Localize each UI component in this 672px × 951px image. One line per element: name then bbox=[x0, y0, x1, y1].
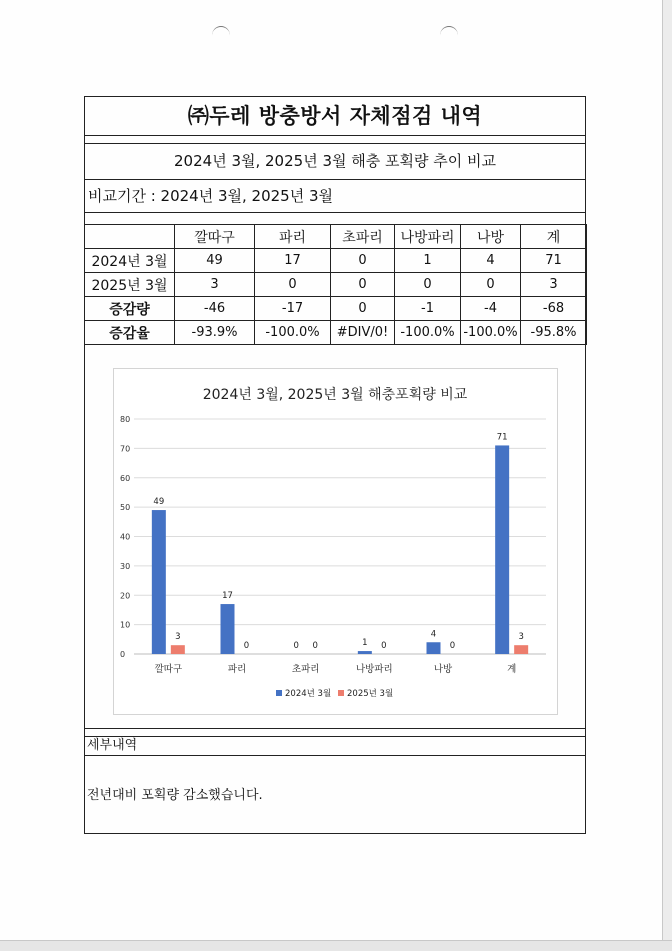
x-tick-label: 초파리 bbox=[291, 664, 320, 675]
details-label: 세부내역 bbox=[87, 738, 138, 753]
table-cell: -68 bbox=[521, 297, 587, 321]
table-row bbox=[85, 321, 587, 345]
table-cell: 3 bbox=[175, 273, 255, 297]
row-label: 증감율 bbox=[85, 321, 175, 345]
table-cell: 17 bbox=[255, 249, 331, 273]
bar-chart bbox=[114, 369, 557, 714]
data-label: 4 bbox=[430, 629, 437, 640]
data-label: 49 bbox=[153, 497, 165, 508]
y-tick-label: 80 bbox=[120, 415, 131, 424]
punch-hole-right bbox=[440, 26, 458, 45]
bar bbox=[514, 645, 528, 654]
data-label: 0 bbox=[381, 641, 387, 651]
data-label: 3 bbox=[518, 632, 524, 643]
bar bbox=[152, 510, 166, 654]
data-label: 17 bbox=[222, 591, 233, 602]
table-cell: #DIV/0! bbox=[331, 321, 395, 345]
x-tick-label: 계 bbox=[507, 664, 517, 675]
divider bbox=[84, 728, 586, 729]
table-cell: 0 bbox=[331, 297, 395, 321]
table-cell: 71 bbox=[521, 249, 587, 273]
legend-label: 2024년 3월 bbox=[285, 689, 332, 699]
table-cell: 0 bbox=[331, 273, 395, 297]
table-cell: -100.0% bbox=[255, 321, 331, 345]
y-tick-label: 30 bbox=[120, 561, 131, 571]
table-cell: -100.0% bbox=[395, 321, 461, 345]
table-cell: 0 bbox=[461, 273, 521, 297]
chart-title: 2024년 3월, 2025년 3월 해충포획량 비교 bbox=[202, 387, 468, 403]
table-cell: -17 bbox=[255, 297, 331, 321]
table-row bbox=[85, 273, 587, 297]
table-cell: 3 bbox=[521, 273, 587, 297]
column-header: 파리 bbox=[255, 225, 331, 249]
data-label: 0 bbox=[312, 641, 318, 651]
column-header: 계 bbox=[521, 225, 587, 249]
legend-swatch bbox=[276, 690, 282, 696]
table-cell: 0 bbox=[395, 273, 461, 297]
bar bbox=[495, 445, 509, 654]
table-cell: -100.0% bbox=[461, 321, 521, 345]
chart-container bbox=[113, 368, 558, 715]
data-label: 0 bbox=[243, 641, 250, 651]
row-label: 2024년 3월 bbox=[85, 249, 175, 273]
y-tick-label: 50 bbox=[120, 503, 131, 513]
row-label: 증감량 bbox=[85, 297, 175, 321]
table-header-row bbox=[85, 225, 587, 249]
table-cell: 0 bbox=[255, 273, 331, 297]
y-tick-label: 60 bbox=[120, 473, 131, 483]
bar bbox=[221, 604, 235, 654]
x-tick-label: 깔따구 bbox=[154, 664, 183, 675]
legend-label: 2025년 3월 bbox=[347, 689, 394, 699]
page-edge-bottom bbox=[0, 940, 672, 951]
divider bbox=[84, 736, 586, 737]
data-label: 71 bbox=[496, 432, 508, 443]
bar bbox=[358, 651, 372, 654]
details-text: 전년대비 포획량 감소했습니다. bbox=[87, 788, 263, 803]
y-tick-label: 10 bbox=[120, 620, 131, 630]
y-tick-label: 20 bbox=[120, 591, 131, 601]
page-edge-right bbox=[662, 0, 672, 950]
y-tick-label: 0 bbox=[120, 650, 126, 659]
bar bbox=[427, 642, 441, 654]
table-cell: 4 bbox=[461, 249, 521, 273]
data-label: 0 bbox=[293, 641, 299, 651]
column-header: 초파리 bbox=[331, 225, 395, 249]
legend-swatch bbox=[338, 690, 344, 696]
divider bbox=[84, 212, 586, 213]
table-cell: 49 bbox=[175, 249, 255, 273]
x-tick-label: 파리 bbox=[227, 664, 247, 675]
bar bbox=[171, 645, 185, 654]
data-label: 1 bbox=[362, 638, 368, 649]
x-tick-label: 나방 bbox=[433, 664, 453, 675]
table-row bbox=[85, 297, 587, 321]
divider bbox=[84, 135, 586, 136]
table-cell: -46 bbox=[175, 297, 255, 321]
document-title: ㈜두레 방충방서 자체점검 내역 bbox=[187, 104, 483, 128]
y-tick-label: 40 bbox=[120, 532, 131, 542]
column-header: 나방 bbox=[461, 225, 521, 249]
table-cell: 1 bbox=[395, 249, 461, 273]
row-label: 2025년 3월 bbox=[85, 273, 175, 297]
table-cell: 0 bbox=[331, 249, 395, 273]
divider bbox=[84, 755, 586, 756]
column-header: 깔따구 bbox=[175, 225, 255, 249]
table-cell: -93.9% bbox=[175, 321, 255, 345]
data-label: 0 bbox=[449, 641, 456, 651]
table-corner-cell bbox=[85, 225, 175, 249]
document-subtitle: 2024년 3월, 2025년 3월 해충 포획량 추이 비교 bbox=[174, 152, 496, 170]
punch-hole-left bbox=[212, 26, 230, 45]
column-header: 나방파리 bbox=[395, 225, 461, 249]
data-label: 3 bbox=[175, 632, 181, 643]
table-row bbox=[85, 249, 587, 273]
comparison-period: 비교기간 : 2024년 3월, 2025년 3월 bbox=[88, 187, 334, 205]
table-cell: -95.8% bbox=[521, 321, 587, 345]
table-cell: -4 bbox=[461, 297, 521, 321]
y-tick-label: 70 bbox=[120, 444, 131, 454]
x-tick-label: 나방파리 bbox=[355, 664, 393, 675]
table-cell: -1 bbox=[395, 297, 461, 321]
capture-table bbox=[84, 224, 587, 345]
